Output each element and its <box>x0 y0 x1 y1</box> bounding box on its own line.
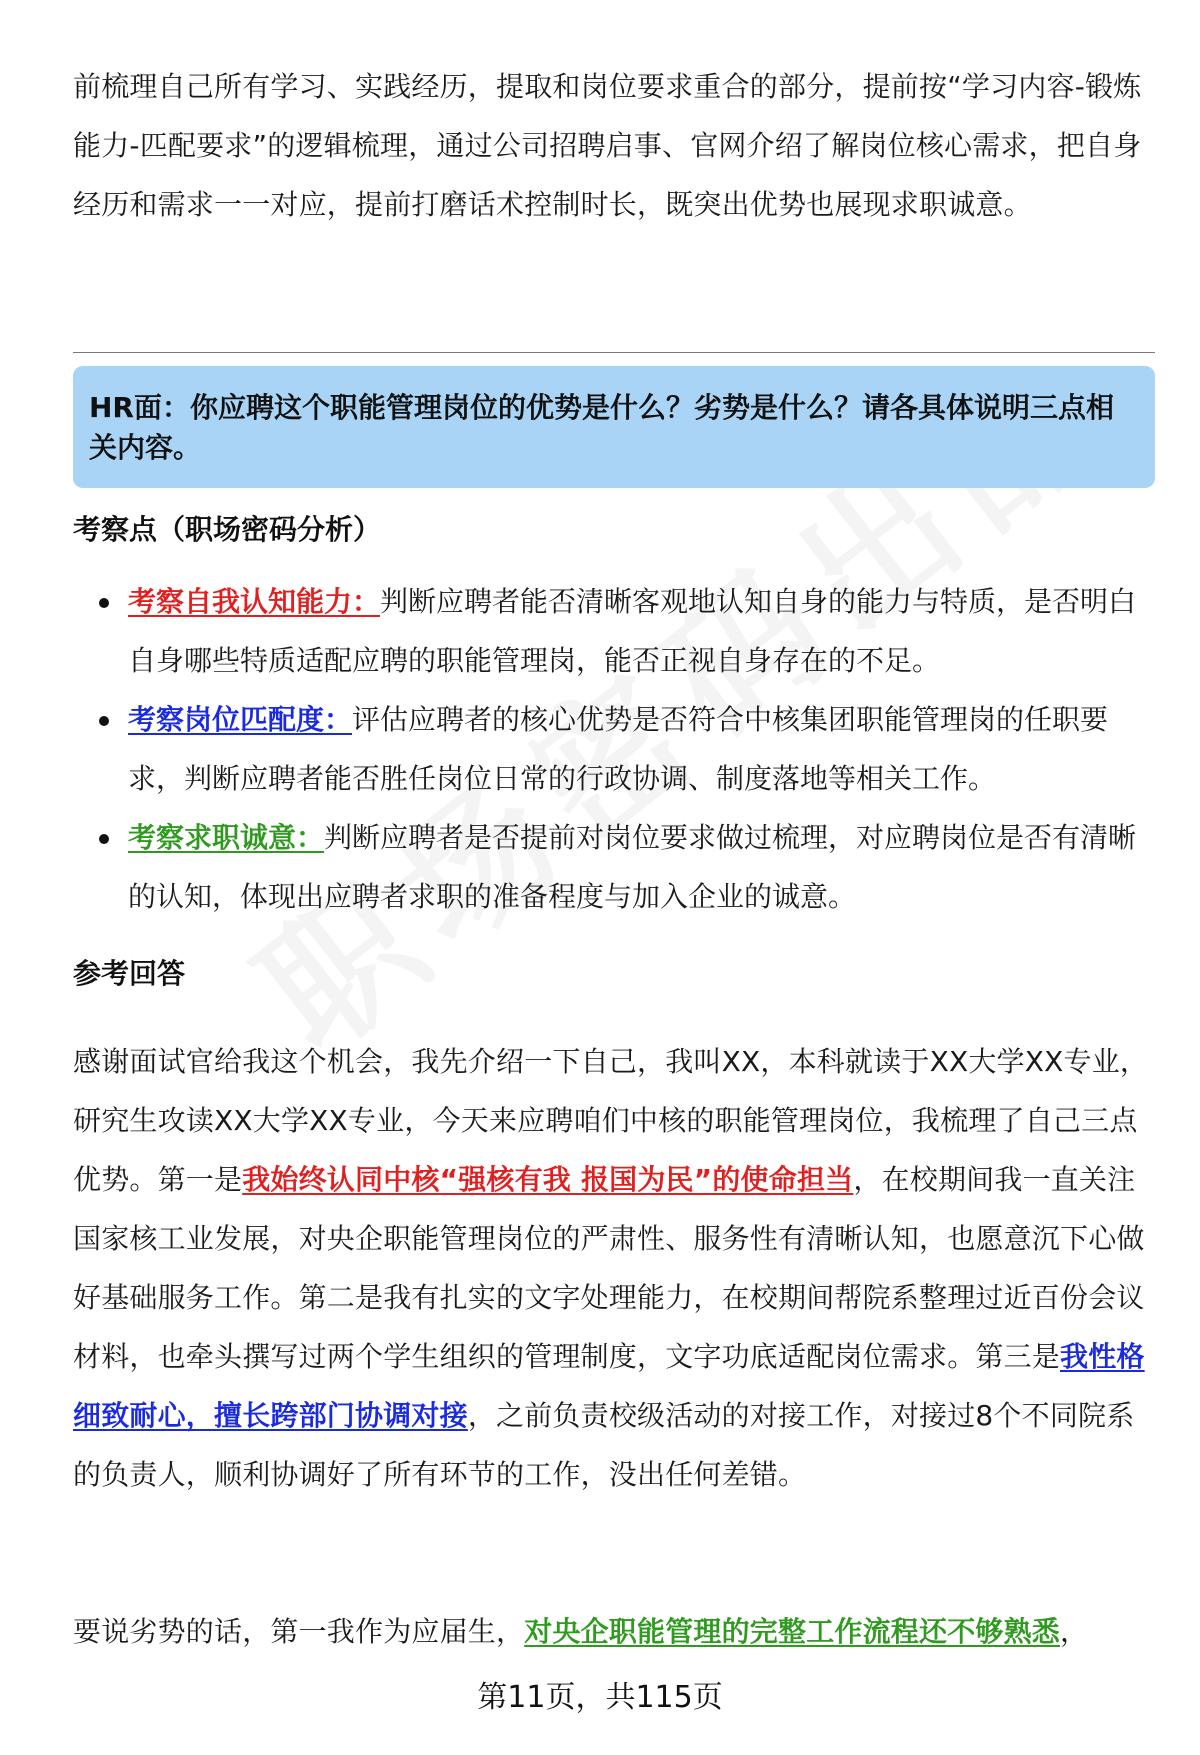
section-divider <box>73 352 1155 353</box>
answer-highlight: 我性格细致耐心，擅长跨部门协调对接 <box>73 1340 1145 1432</box>
intro-paragraph: 前梳理自己所有学习、实践经历，提取和岗位要求重合的部分，提前按“学习内容-锻炼能力-匹配要求”的逻辑梳理，通过公司招聘启事、官网介绍了解岗位核心需求，把自身经历和需求一一对应，提前打磨话术控制时长，既突出优势也展现求职诚意。 <box>73 70 1142 221</box>
question-box <box>73 366 1155 488</box>
bullet-dot-icon <box>99 598 109 608</box>
assessment-text: 判断应聘者能否清晰客观地认知自身的能力与特质，是否明白自身哪些特质适配应聘的职能管理岗，能否正视自身存在的不足。 <box>128 585 1137 677</box>
assessment-text: 判断应聘者是否提前对岗位要求做过梳理，对应聘岗位是否有清晰的认知，体现出应聘者求职的准备程度与加入企业的诚意。 <box>128 821 1137 913</box>
assessment-keyword: 考察求职诚意： <box>128 821 325 854</box>
weakness-text: ， <box>1060 1615 1089 1648</box>
answer-text: 感谢面试官给我这个机会，我先介绍一下自己，我叫XX，本科就读于XX大学XX专业，研究生攻读XX大学XX专业，今天来应聘咱们中核的职能管理岗位，我梳理了自己三点优势。第一是 <box>73 1045 1149 1196</box>
answer-text: ，之前负责校级活动的对接工作，对接过8个不同院系的负责人，顺利协调好了所有环节的工作，没出任何差错。 <box>73 1399 1135 1491</box>
bullet-dot-icon <box>99 716 109 726</box>
answer-heading: 参考回答 <box>73 957 186 990</box>
assessment-list <box>73 572 1155 926</box>
assessment-item <box>73 808 1155 926</box>
page-footer: 第11页，共115页 <box>477 1680 723 1715</box>
bullet-dot-icon <box>99 834 109 844</box>
answer-text: ，在校期间我一直关注国家核工业发展，对央企职能管理岗位的严肃性、服务性有清晰认知，也愿意沉下心做好基础服务工作。第二是我有扎实的文字处理能力，在校期间帮院系整理过近百份会议材料，也牵头撰写过两个学生组织的管理制度，文字功底适配岗位需求。第三是 <box>73 1163 1145 1373</box>
weakness-highlight: 对央企职能管理的完整工作流程还不够熟悉 <box>524 1615 1061 1648</box>
assessment-keyword: 考察岗位匹配度： <box>128 703 353 736</box>
assessment-keyword: 考察自我认知能力： <box>128 585 381 618</box>
assessment-heading: 考察点（职场密码分析） <box>73 513 382 546</box>
assessment-item <box>73 572 1155 690</box>
weakness-text: 要说劣势的话，第一我作为应届生， <box>73 1615 525 1648</box>
assessment-text: 评估应聘者的核心优势是否符合中核集团职能管理岗的任职要求，判断应聘者能否胜任岗位日常的行政协调、制度落地等相关工作。 <box>128 703 1109 795</box>
question-text: HR面：你应聘这个职能管理岗位的优势是什么？劣势是什么？请各具体说明三点相关内容。 <box>89 391 1114 464</box>
weakness-paragraph <box>73 1602 1153 1661</box>
assessment-item <box>73 690 1155 808</box>
answer-highlight: 我始终认同中核“强核有我 报国为民”的使命担当 <box>242 1163 854 1196</box>
answer-paragraph <box>73 1032 1153 1504</box>
